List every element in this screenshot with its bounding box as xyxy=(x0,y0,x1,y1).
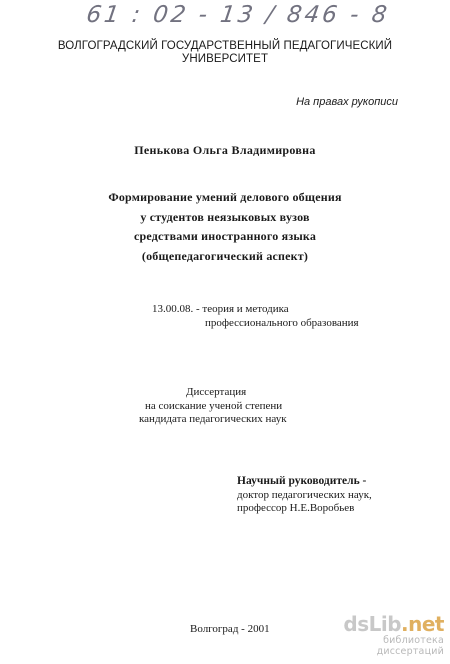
specialty-line-1: 13.00.08. - теория и методика xyxy=(152,303,289,315)
specialty-line-2: профессионального образования xyxy=(205,316,359,329)
degree-line-2: на соискание ученой степени xyxy=(145,399,283,412)
watermark-subtitle: библиотека диссертаций xyxy=(376,635,444,657)
rights-note: На правах рукописи xyxy=(296,96,398,108)
supervisor-degree: доктор педагогических наук, xyxy=(237,488,372,501)
university-name-line1: ВОЛГОГРАДСКИЙ ГОСУДАРСТВЕННЫЙ ПЕДАГОГИЧЕСКИЙ xyxy=(57,40,393,52)
title-line-2: у студентов неязыковых вузов xyxy=(140,209,310,224)
watermark-logo xyxy=(332,613,444,635)
supervisor-name: профессор Н.Е.Воробьев xyxy=(237,502,355,514)
watermark-logo-suffix: .net xyxy=(401,612,444,636)
dslib-watermark xyxy=(332,613,444,657)
degree-line-3: кандидата педагогических наук xyxy=(139,413,287,425)
scientific-supervisor xyxy=(0,475,450,516)
title-line-4: (общепедагогический аспект) xyxy=(141,248,309,263)
dissertation-title xyxy=(0,188,450,266)
handwritten-registration-number: 61 : 02 - 13 / 846 - 8 xyxy=(84,2,392,28)
specialty-code xyxy=(0,303,450,330)
city-year-text: Волгоград - 2001 xyxy=(190,623,270,635)
university-name xyxy=(0,40,450,66)
watermark-logo-main: dsLib xyxy=(343,612,402,636)
title-line-1: Формирование умений делового общения xyxy=(108,190,342,204)
title-line-3: средствами иностранного языка xyxy=(133,229,317,243)
university-name-line2: УНИВЕРСИТЕТ xyxy=(181,53,269,65)
author-name: Пенькова Ольга Владимировна xyxy=(134,143,316,157)
degree-line-1: Диссертация xyxy=(186,386,247,398)
degree-statement xyxy=(0,386,450,427)
supervisor-heading: Научный руководитель - xyxy=(237,475,367,487)
